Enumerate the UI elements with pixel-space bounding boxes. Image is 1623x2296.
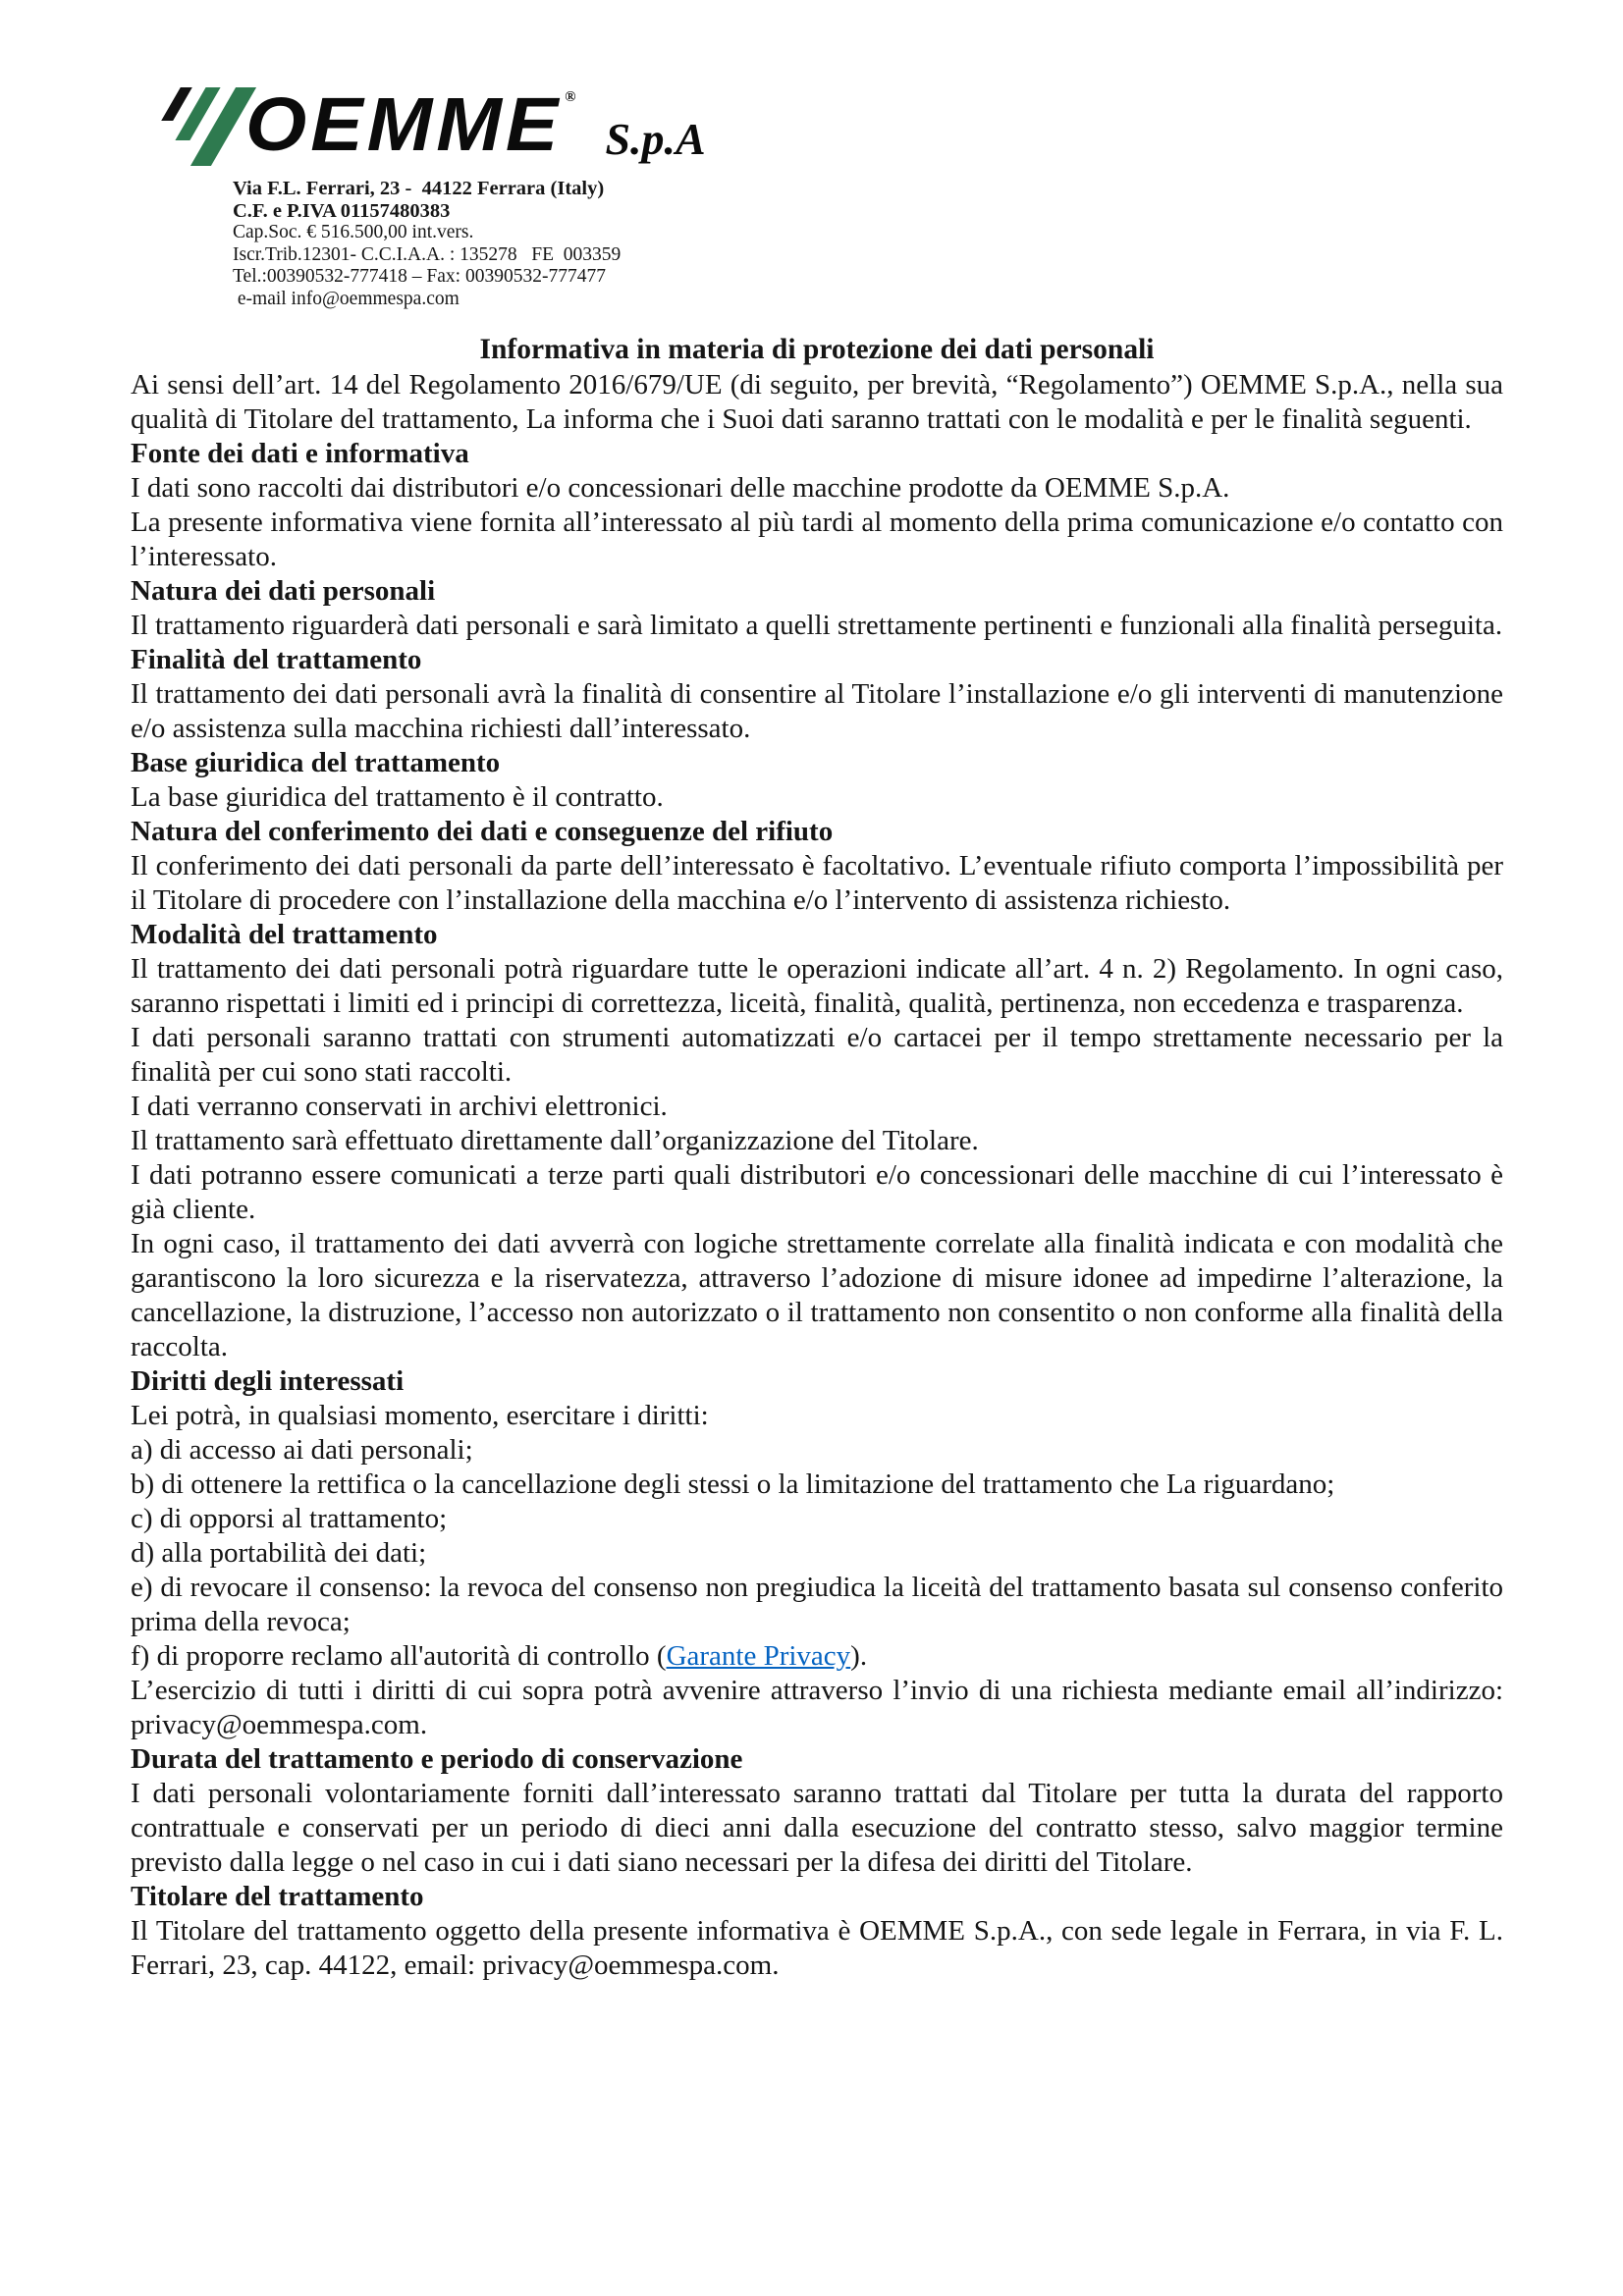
- section-heading: Diritti degli interessati: [131, 1365, 405, 1397]
- letterhead-line: C.F. e P.IVA 01157480383: [233, 199, 451, 222]
- paragraph: Il trattamento dei dati personali potrà riguardare tutte le operazioni indicate all’art. 4 n. 2) Regolamento. In ogni caso, saranno rispettati i limiti ed i principi di correttezza, liceità, finalità, qualità, pertinenza, non eccedenza e trasparenza.: [131, 953, 1503, 1019]
- paragraph: d) alla portabilità dei dati;: [131, 1537, 427, 1569]
- document-body: [131, 368, 1503, 1983]
- letterhead-line: Tel.:00390532-777418 – Fax: 00390532-777477: [233, 266, 606, 287]
- paragraph: L’esercizio di tutti i diritti di cui sopra potrà avvenire attraverso l’invio di una richiesta mediante email all’indirizzo: privacy@oemmespa.com.: [131, 1675, 1503, 1740]
- paragraph: La base giuridica del trattamento è il contratto.: [131, 781, 664, 813]
- paragraph: Il trattamento sarà effettuato direttamente dall’organizzazione del Titolare.: [131, 1125, 979, 1156]
- paragraph: Il trattamento dei dati personali avrà la finalità di consentire al Titolare l’installazione e/o gli interventi di manutenzione e/o assistenza sulla macchina richiesti dall’interessato.: [131, 678, 1503, 744]
- paragraph: Ai sensi dell’art. 14 del Regolamento 2016/679/UE (di seguito, per brevità, “Regolamento”) OEMME S.p.A., nella sua qualità di Titolare del trattamento, La informa che i Suoi dati saranno trattati con le modalità e per le finalità seguenti.: [131, 369, 1503, 435]
- paragraph: In ogni caso, il trattamento dei dati avverrà con logiche strettamente correlate alla finalità indicata e con modalità che garantiscono la loro sicurezza e la riservatezza, attraverso l’adozione di misure idonee ad impedirne l’alterazione, la cancellazione, la distruzione, l’accesso non autorizzato o il trattamento non consentito o non conforme alla finalità della raccolta.: [131, 1228, 1503, 1362]
- paragraph: a) di accesso ai dati personali;: [131, 1434, 473, 1466]
- logo-brand-text: OEMME: [245, 81, 563, 167]
- registered-trademark-icon: ®: [565, 89, 576, 105]
- paragraph-text: ).: [850, 1640, 868, 1672]
- letterhead-line: Via F.L. Ferrari, 23 - 44122 Ferrara (Italy): [233, 178, 605, 199]
- logo-company-type: S.p.A: [605, 114, 706, 164]
- paragraph: I dati sono raccolti dai distributori e/o concessionari delle macchine prodotte da OEMME S.p.A.: [131, 472, 1230, 504]
- section-heading: Natura dei dati personali: [131, 575, 436, 607]
- garante-privacy-link[interactable]: Garante Privacy: [666, 1640, 851, 1672]
- logo-stripes-icon: [155, 83, 234, 166]
- section-heading: Titolare del trattamento: [131, 1881, 424, 1912]
- paragraph: Il Titolare del trattamento oggetto della presente informativa è OEMME S.p.A., con sede legale in Ferrara, in via F. L. Ferrari, 23, cap. 44122, email: privacy@oemmespa.com.: [131, 1915, 1503, 1981]
- letterhead: [131, 83, 1503, 310]
- paragraph-text: f) di proporre reclamo all'autorità di controllo (: [131, 1640, 667, 1672]
- paragraph: I dati personali volontariamente forniti dall’interessato saranno trattati dal Titolare per tutta la durata del rapporto contrattuale e conservati per un periodo di dieci anni dalla esecuzione del contratto stesso, salvo maggior termine previsto dalla legge o nel caso in cui i dati siano necessari per la difesa dei diritti del Titolare.: [131, 1778, 1503, 1878]
- letterhead-address: [233, 178, 1503, 310]
- paragraph: b) di ottenere la rettifica o la cancellazione degli stessi o la limitazione del trattamento che La riguardano;: [131, 1468, 1335, 1500]
- paragraph: Il trattamento riguarderà dati personali e sarà limitato a quelli strettamente pertinenti e funzionali alla finalità perseguita.: [131, 610, 1503, 641]
- section-heading: Base giuridica del trattamento: [131, 747, 501, 778]
- section-heading: Natura del conferimento dei dati e conseguenze del rifiuto: [131, 816, 834, 847]
- section-heading: Fonte dei dati e informativa: [131, 438, 469, 469]
- paragraph: I dati verranno conservati in archivi elettronici.: [131, 1091, 668, 1122]
- paragraph: e) di revocare il consenso: la revoca del consenso non pregiudica la liceità del trattamento basata sul consenso conferito prima della revoca;: [131, 1572, 1503, 1637]
- section-heading: Durata del trattamento e periodo di conservazione: [131, 1743, 743, 1775]
- paragraph: La presente informativa viene fornita all’interessato al più tardi al momento della prima comunicazione e/o contatto con l’interessato.: [131, 507, 1503, 572]
- document-title: Informativa in materia di protezione dei dati personali: [479, 334, 1155, 365]
- paragraph: Lei potrà, in qualsiasi momento, esercitare i diritti:: [131, 1400, 709, 1431]
- paragraph-with-link: [131, 1639, 1503, 1674]
- company-logo: [155, 83, 1503, 170]
- logo-stripe-black: [161, 87, 192, 121]
- letterhead-line: e-mail info@oemmespa.com: [233, 288, 460, 309]
- paragraph: Il conferimento dei dati personali da parte dell’interessato è facoltativo. L’eventuale rifiuto comporta l’impossibilità per il Titolare di procedere con l’installazione della macchina e/o l’intervento di assistenza richiesto.: [131, 850, 1503, 916]
- letterhead-line: Cap.Soc. € 516.500,00 int.vers.: [233, 222, 474, 242]
- letterhead-line: Iscr.Trib.12301- C.C.I.A.A. : 135278 FE 003359: [233, 243, 622, 265]
- paragraph: I dati potranno essere comunicati a terze parti quali distributori e/o concessionari delle macchine di cui l’interessato è già cliente.: [131, 1159, 1503, 1225]
- section-heading: Finalità del trattamento: [131, 644, 422, 675]
- paragraph: c) di opporsi al trattamento;: [131, 1503, 448, 1534]
- section-heading: Modalità del trattamento: [131, 919, 438, 950]
- paragraph: I dati personali saranno trattati con strumenti automatizzati e/o cartacei per il tempo strettamente necessario per la finalità per cui sono stati raccolti.: [131, 1022, 1503, 1088]
